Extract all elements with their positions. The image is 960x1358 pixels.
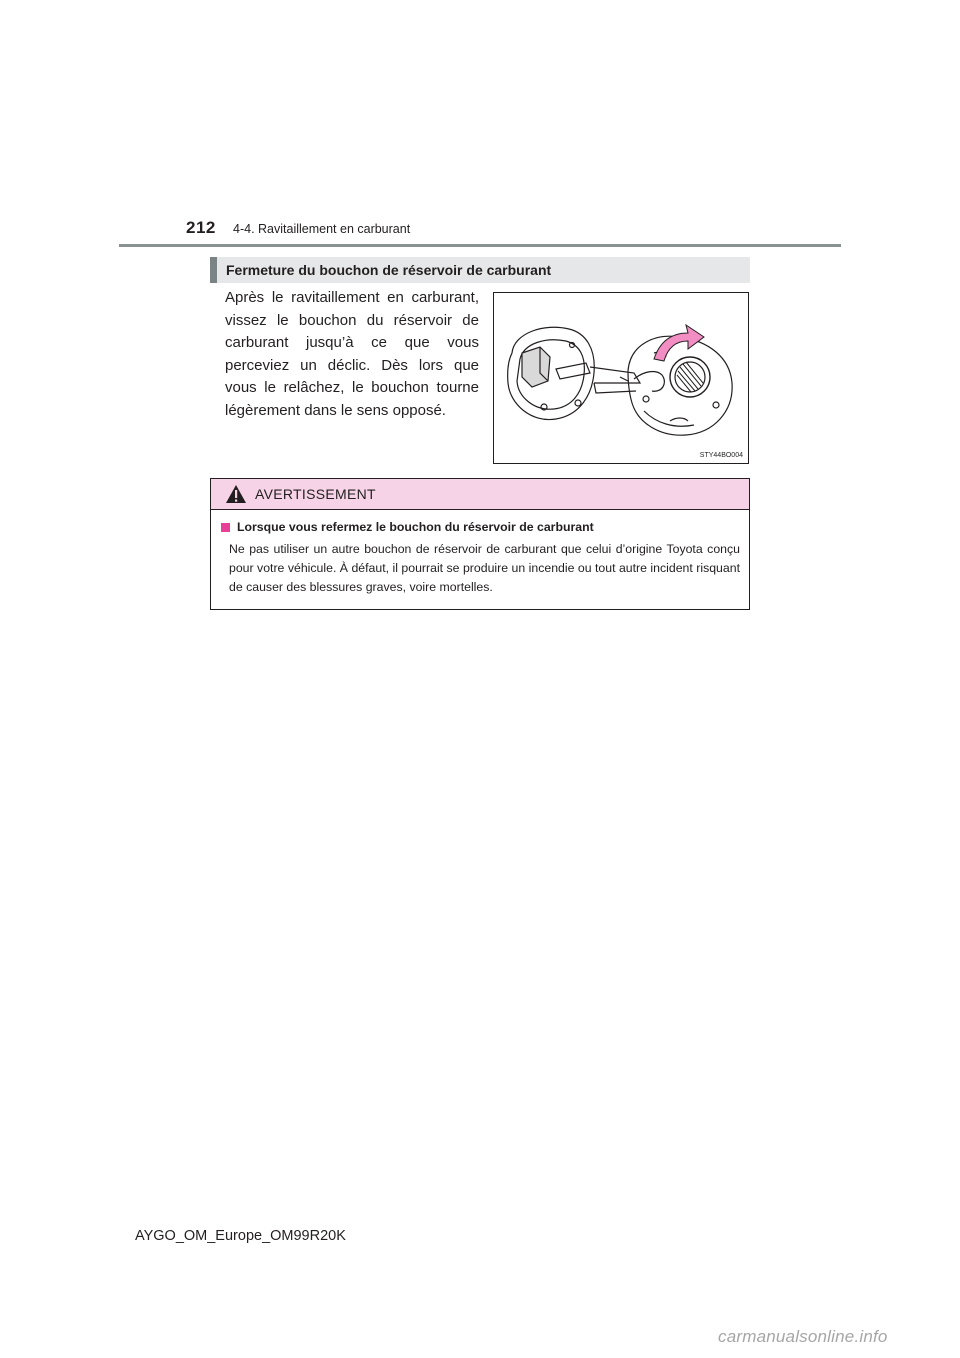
instruction-paragraph: Après le ravitaillement en carburant, vissez le bouchon du réservoir de carburant jusqu’à ce que vous perceviez un déclic. Dès lors que vous le relâchez, le bouchon tourne légèrement dans le sens opposé. — [225, 289, 479, 419]
header-divider — [119, 244, 841, 247]
warning-header — [211, 479, 749, 510]
section-header: 4-4. Ravitaillement en carburant — [233, 222, 411, 236]
watermark: carmanualsonline.info — [718, 1327, 888, 1346]
document-id: AYGO_OM_Europe_OM99R20K — [135, 1228, 346, 1244]
figure-code: STY44BO004 — [699, 452, 743, 459]
warning-bullet-icon — [221, 523, 230, 532]
fuel-cap-illustration — [493, 292, 749, 464]
page-number: 212 — [186, 218, 216, 237]
section-heading-title: Fermeture du bouchon de réservoir de carburant — [226, 262, 552, 278]
heading-accent — [210, 257, 217, 283]
section-heading — [210, 257, 750, 283]
warning-box — [210, 478, 750, 610]
fuel-cap-drawing — [494, 293, 748, 463]
warning-text: Ne pas utiliser un autre bouchon de réservoir de carburant que celui d’origine Toyota conçu pour votre véhicule. À défaut, il pourrait se produire un incendie ou tout autre incident risquant de causer des blessures graves, voire mortelles. — [229, 542, 740, 594]
warning-title: AVERTISSEMENT — [255, 486, 376, 502]
warning-triangle-icon — [225, 484, 247, 504]
warning-subtitle: Lorsque vous refermez le bouchon du réservoir de carburant — [237, 520, 594, 534]
